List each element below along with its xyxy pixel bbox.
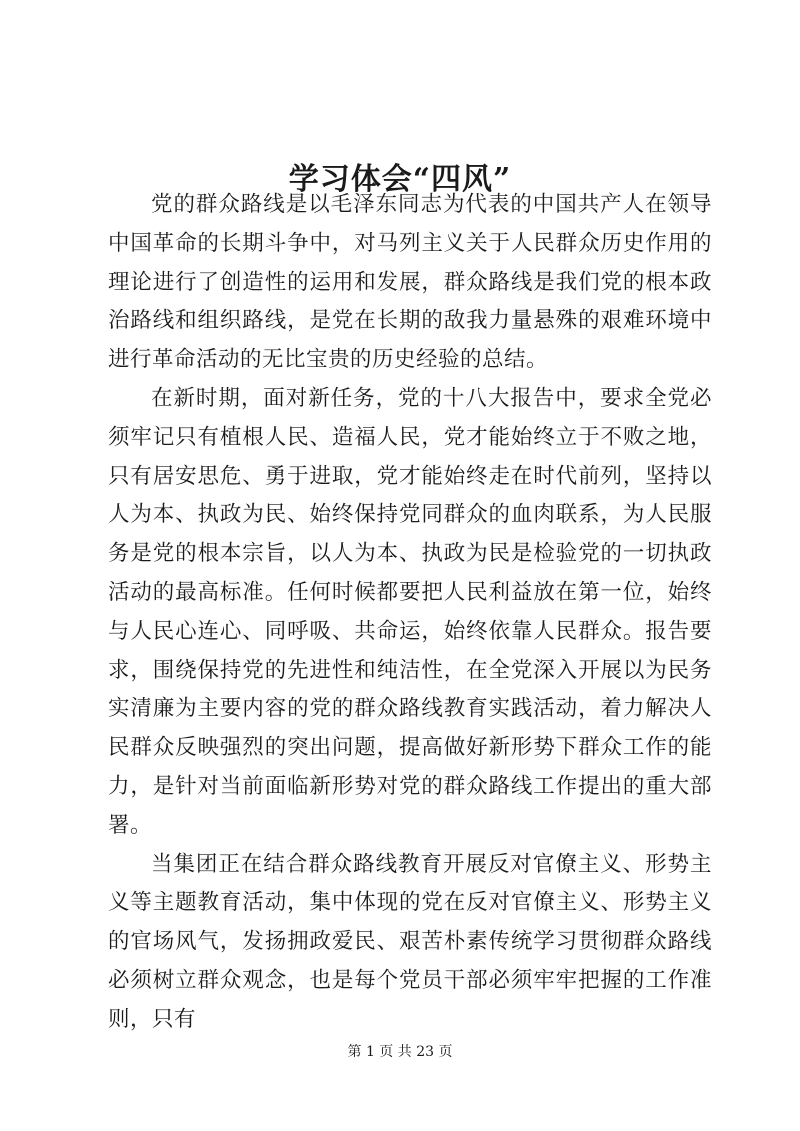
page-number-text: 第 1 页 共 23 页 bbox=[347, 1044, 453, 1060]
paragraph-2: 在新时期，面对新任务，党的十八大报告中，要求全党必须牢记只有植根人民、造福人民，党才能始终立于不败之地，只有居安思危、勇于进取，党才能始终走在时代前列，坚持以人为本、执政为民、始终保持党同群众的血肉联系，为人民服务是党的根本宗旨，以人为本、执政为民是检验党的一切执政活动的最高标准。任何时候都要把人民利益放在第一位，始终与人民心连心、同呼吸、共命运，始终依靠人民群众。报告要求，围绕保持党的先进性和纯洁性，在全党深入开展以为民务实清廉为主要内容的党的群众路线教育实践活动，着力解决人民群众反映强烈的突出问题，提高做好新形势下群众工作的能力，是针对当前面临新形势对党的群众路线工作提出的重大部署。 bbox=[108, 385, 712, 838]
paragraph-3: 当集团正在结合群众路线教育开展反对官僚主义、形势主义等主题教育活动，集中体现的党在反对官僚主义、形势主义的官场风气，发扬拥政爱民、艰苦朴素传统学习贯彻群众路线必须树立群众观念，也是每个党员干部必须牢牢把握的工作准则，只有 bbox=[108, 851, 712, 1032]
document-body bbox=[108, 186, 712, 1040]
page-title: 学习体会“四风” bbox=[288, 162, 512, 198]
page-footer bbox=[0, 1042, 800, 1062]
paragraph-1: 党的群众路线是以毛泽东同志为代表的中国共产人在领导中国革命的长期斗争中，对马列主义关于人民群众历史作用的理论进行了创造性的运用和发展，群众路线是我们党的根本政治路线和组织路线，是党在长期的敌我力量悬殊的艰难环境中进行革命活动的无比宝贵的历史经验的总结。 bbox=[108, 192, 712, 373]
